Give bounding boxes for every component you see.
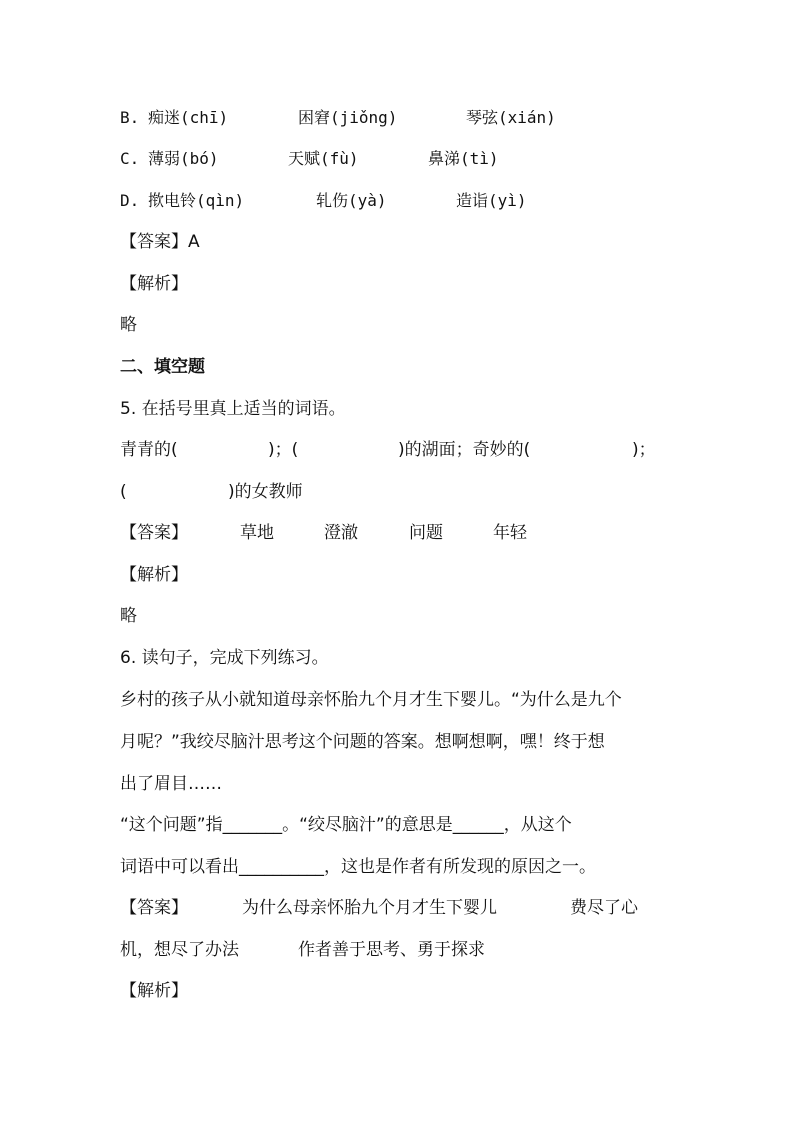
q6-analysis-label: 【解析】	[120, 981, 188, 1001]
q4-analysis-label: 【解析】	[120, 274, 188, 294]
q6-passage-line: 出了眉目……	[120, 774, 222, 794]
choice-label: C.	[120, 149, 140, 168]
answer-word: 澄澈	[324, 523, 358, 543]
q5-prompt: 5. 在括号里真上适当的词语。	[120, 399, 346, 419]
answer-word: 年轻	[493, 523, 527, 543]
answer-text: 作者善于思考、勇于探求	[298, 940, 485, 960]
choice-item: 揿电铃(qìn)	[148, 191, 245, 210]
answer-text: 机，想尽了办法	[120, 940, 239, 960]
q4-answer	[120, 230, 200, 254]
choice-label: B.	[120, 108, 140, 127]
choice-item: 造诣(yì)	[456, 191, 527, 210]
answer-label: 【答案】	[120, 898, 188, 918]
choice-item: 薄弱(bó)	[148, 149, 219, 168]
section-title: 二、填空题	[120, 357, 205, 377]
text-segment: )的湖面；奇妙的(	[398, 440, 531, 460]
answer-label: 【答案】	[120, 523, 188, 543]
q5-analysis-text: 略	[120, 606, 137, 626]
choice-d	[120, 189, 527, 213]
choice-item: 困窘(jiǒng)	[298, 108, 398, 127]
choice-b	[120, 106, 556, 130]
q6-passage-line: 乡村的孩子从小就知道母亲怀胎九个月才生下婴儿。“为什么是九个	[120, 690, 622, 710]
choice-item: 天赋(fù)	[288, 149, 359, 168]
choice-item: 琴弦(xián)	[466, 108, 556, 127]
q4-analysis-text: 略	[120, 315, 137, 335]
answer-label: 【答案】	[120, 232, 188, 252]
text-segment: )；	[632, 440, 656, 460]
q6-prompt: 6. 读句子，完成下列练习。	[120, 648, 329, 668]
answer-text: 为什么母亲怀胎九个月才生下婴儿	[242, 898, 497, 918]
q6-question-line: “这个问题”指_______。“绞尽脑汁”的意思是______，从这个	[120, 815, 572, 835]
text-segment: )的女教师	[228, 482, 303, 502]
answer-text: A	[188, 232, 200, 252]
answer-word: 草地	[240, 523, 274, 543]
choice-item: 痴迷(chī)	[148, 108, 229, 127]
q5-analysis-label: 【解析】	[120, 565, 188, 585]
choice-c	[120, 147, 499, 171]
answer-word: 问题	[409, 523, 443, 543]
choice-item: 轧伤(yà)	[316, 191, 387, 210]
answer-text: 费尽了心	[570, 898, 638, 918]
choice-item: 鼻涕(tì)	[428, 149, 499, 168]
q6-question-line: 词语中可以看出__________，这也是作者有所发现的原因之一。	[120, 857, 596, 877]
text-segment: (	[120, 482, 127, 502]
q6-passage-line: 月呢？”我绞尽脑汁思考这个问题的答案。想啊想啊，嘿！终于想	[120, 732, 605, 752]
text-segment: 青青的(	[120, 440, 178, 460]
choice-label: D.	[120, 191, 140, 210]
text-segment: )；(	[268, 440, 299, 460]
